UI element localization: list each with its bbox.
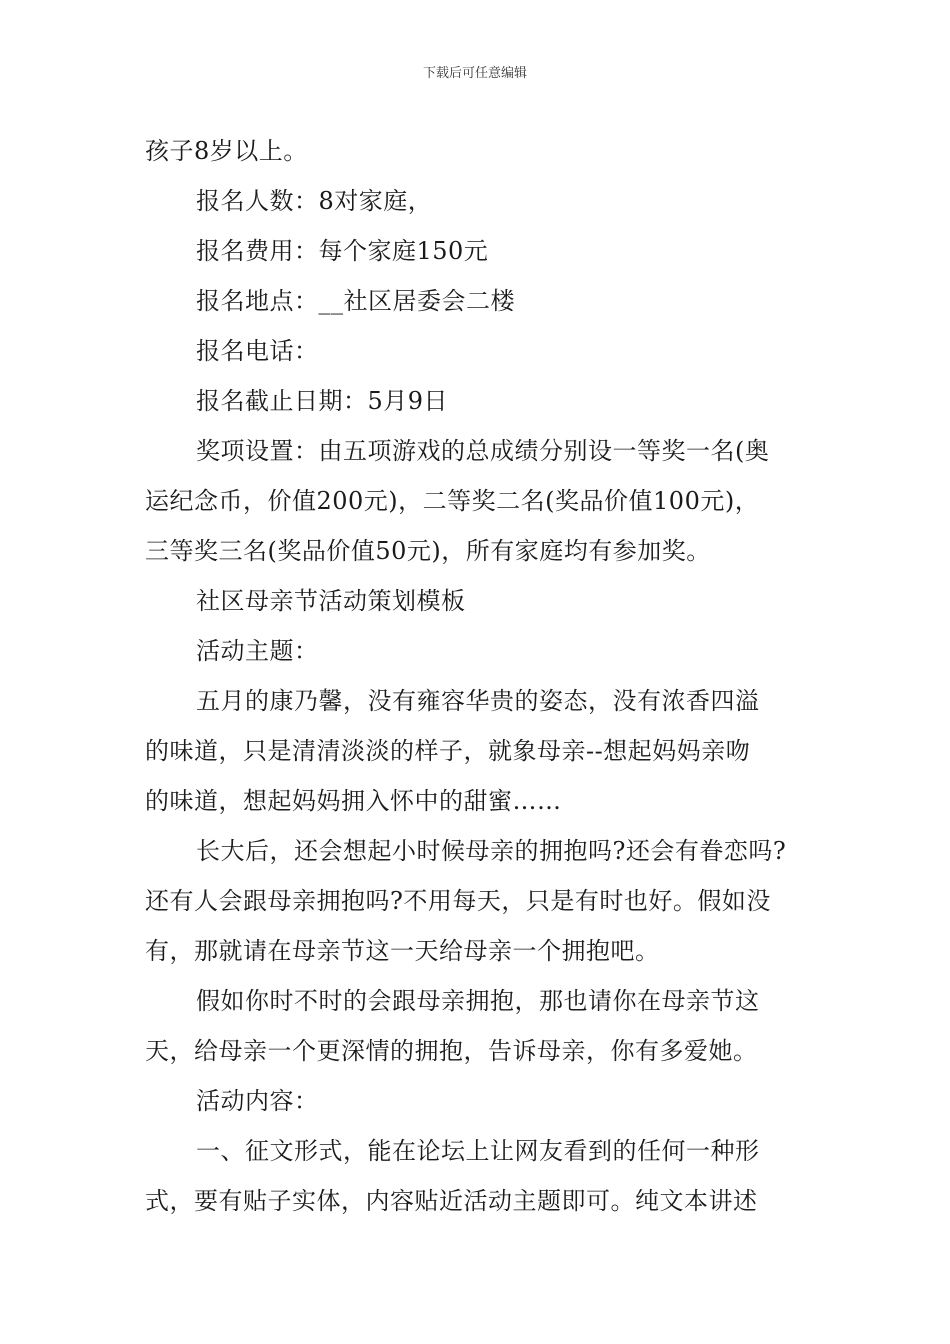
text-line: 活动内容： <box>196 1087 319 1115</box>
text-line: 报名电话： <box>196 337 319 365</box>
text-line: 报名人数：8对家庭， <box>196 187 433 215</box>
text-line: 的味道，只是清清淡淡的样子，就象母亲--想起妈妈亲吻 <box>145 737 751 765</box>
text-line: 的味道，想起妈妈拥入怀中的甜蜜…… <box>145 787 562 815</box>
text-line: 长大后，还会想起小时候母亲的拥抱吗?还会有眷恋吗? <box>196 837 787 865</box>
text-line: 报名截止日期：5月9日 <box>196 387 449 415</box>
text-line: 式，要有贴子实体，内容贴近活动主题即可。纯文本讲述 <box>145 1187 758 1215</box>
text-line: 报名地点：__社区居委会二楼 <box>196 287 515 315</box>
text-line: 孩子8岁以上。 <box>145 137 308 165</box>
text-line: 奖项设置：由五项游戏的总成绩分别设一等奖一名(奥 <box>196 437 770 465</box>
text-line: 有，那就请在母亲节这一天给母亲一个拥抱吧。 <box>145 937 660 965</box>
text-line: 假如你时不时的会跟母亲拥抱，那也请你在母亲节这 <box>196 987 760 1015</box>
text-line: 天，给母亲一个更深情的拥抱，告诉母亲，你有多爱她。 <box>145 1037 758 1065</box>
page-header: 下载后可任意编辑 <box>422 66 527 81</box>
text-line: 三等奖三名(奖品价值50元)，所有家庭均有参加奖。 <box>145 537 711 565</box>
document-body <box>145 126 813 1226</box>
text-line: 还有人会跟母亲拥抱吗?不用每天，只是有时也好。假如没 <box>145 887 771 915</box>
text-line: 活动主题： <box>196 637 319 665</box>
text-line: 运纪念币，价值200元)，二等奖二名(奖品价值100元)， <box>145 487 760 515</box>
section-title: 社区母亲节活动策划模板 <box>196 587 466 615</box>
text-line: 五月的康乃馨，没有雍容华贵的姿态，没有浓香四溢 <box>196 687 760 715</box>
text-line: 一、征文形式，能在论坛上让网友看到的任何一种形 <box>196 1137 760 1165</box>
text-line: 报名费用：每个家庭150元 <box>196 237 489 265</box>
